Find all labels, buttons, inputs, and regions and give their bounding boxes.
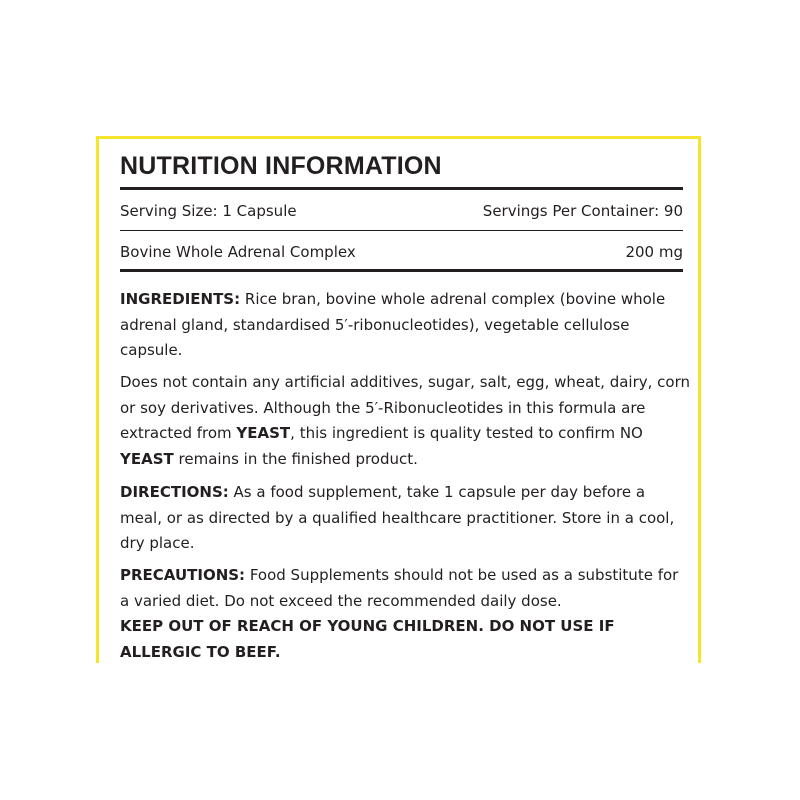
title-divider [120,187,683,190]
free-from-paragraph [120,370,690,472]
nutrient-amount: 200 mg [625,243,683,261]
allergy-warning: KEEP OUT OF REACH OF YOUNG CHILDREN. DO NOT USE IF ALLERGIC TO BEEF. [120,617,615,661]
table-bottom-divider [120,269,683,272]
precautions-paragraph [120,563,690,665]
free-from-text-1: Does not contain any artificial additives, sugar, salt, egg, wheat, dairy, corn or soy derivatives. Although the 5′-Ribonucleotides in this formula are extracted from [120,373,691,442]
directions-heading: DIRECTIONS: [120,483,229,501]
page-title: NUTRITION INFORMATION [120,152,442,180]
serving-row [120,201,683,221]
nutrient-name: Bovine Whole Adrenal Complex [120,243,356,261]
serving-size: Serving Size: 1 Capsule [120,202,297,220]
yeast-emphasis-1: YEAST [236,424,291,442]
ingredients-paragraph [120,287,690,364]
precautions-text: Food Supplements should not be used as a substitute for a varied diet. Do not exceed the recommended daily dose. [120,566,679,610]
servings-per-container: Servings Per Container: 90 [482,202,683,220]
directions-paragraph [120,480,690,557]
yeast-emphasis-2: YEAST [120,449,174,468]
serving-divider [120,230,683,231]
nutrient-row [120,242,683,262]
ingredients-text: Rice bran, bovine whole adrenal complex (bovine whole adrenal gland, standardised 5′-ribonucleotides), vegetable cellulose capsule. [120,290,666,359]
ingredients-heading: INGREDIENTS: [120,290,241,308]
precautions-heading: PRECAUTIONS: [120,566,246,584]
directions-text: As a food supplement, take 1 capsule per day before a meal, or as directed by a qualified healthcare practitioner. Store in a cool, dry place. [120,483,675,552]
free-from-text-2: , this ingredient is quality tested to confirm NO [290,424,643,442]
free-from-text-3: remains in the finished product. [173,449,418,468]
